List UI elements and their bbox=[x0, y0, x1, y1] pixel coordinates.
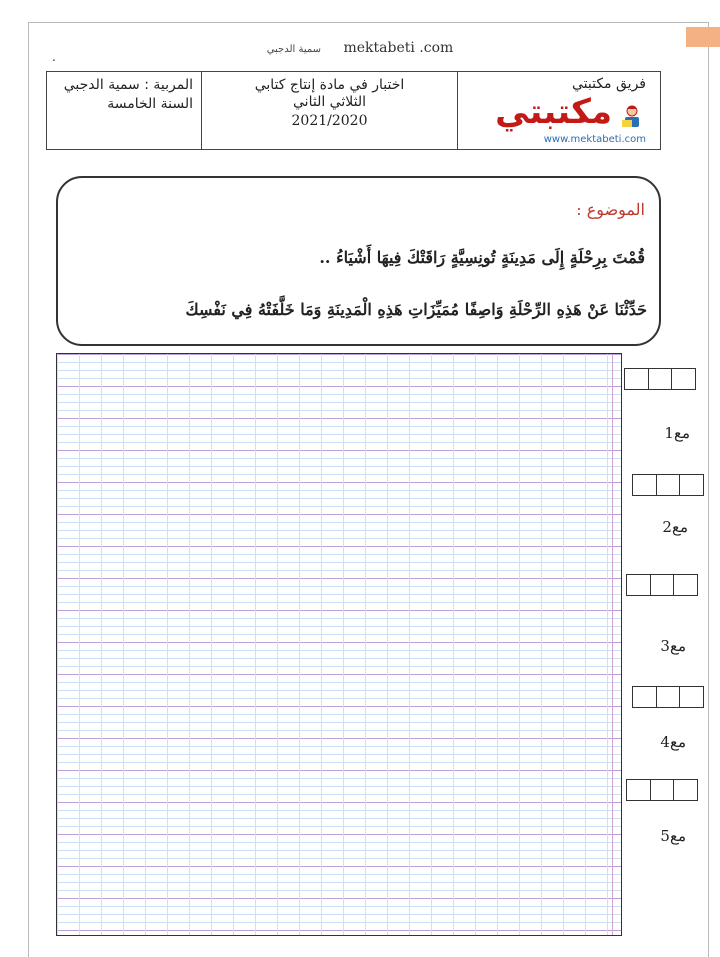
site-name: mektabeti .com bbox=[343, 40, 454, 56]
score-box[interactable] bbox=[626, 574, 698, 596]
exam-term: الثلاثي الثاني bbox=[293, 94, 366, 110]
criterion-label: مع4 bbox=[660, 733, 686, 751]
topic-prompt-line-1: قُمْتَ بِرِحْلَةٍ إِلَى مَدِينَةٍ تُونِسِيَّةٍ رَاقَتْكَ فِيهَا أَشْيَاءُ .. bbox=[319, 248, 645, 267]
writing-area[interactable] bbox=[56, 353, 622, 936]
margin-line bbox=[612, 354, 613, 935]
logo-wordmark: مكتبتي bbox=[495, 92, 612, 132]
header-teacher-cell bbox=[47, 72, 201, 149]
header-table bbox=[46, 71, 661, 150]
exam-year: 2021/2020 bbox=[291, 113, 368, 129]
criterion-label: مع2 bbox=[662, 518, 688, 536]
criterion-label: مع3 bbox=[660, 637, 686, 655]
header-exam-cell bbox=[201, 72, 457, 149]
topic-label: الموضوع : bbox=[576, 200, 645, 219]
grade-level: السنة الخامسة bbox=[107, 96, 193, 112]
topic-box bbox=[56, 176, 661, 346]
teacher-name: المربية : سمية الدجبي bbox=[63, 77, 193, 93]
logo-url: www.mektabeti.com bbox=[543, 134, 646, 145]
criterion-label: مع1 bbox=[664, 424, 690, 442]
topic-prompt-line-2: حَدِّثْنَا عَنْ هَذِهِ الرِّحْلَةِ وَاصِفًا مُمَيِّزَاتِ هَذِهِ الْمَدِينَةِ وَمَا خَلَّفَتْهُ فِي نَفْسِكَ bbox=[185, 300, 647, 319]
dot-mark: . bbox=[52, 50, 56, 64]
exam-title: اختبار في مادة إنتاج كتابي bbox=[254, 77, 405, 93]
score-box[interactable] bbox=[632, 474, 704, 496]
criterion-label: مع5 bbox=[660, 827, 686, 845]
team-name: فريق مكتبتي bbox=[571, 76, 646, 92]
score-box[interactable] bbox=[626, 779, 698, 801]
header-team-cell bbox=[457, 72, 660, 149]
score-box[interactable] bbox=[632, 686, 704, 708]
site-line bbox=[0, 40, 720, 56]
site-author: سمية الدجبي bbox=[266, 44, 322, 55]
score-box[interactable] bbox=[624, 368, 696, 390]
mektabeti-logo bbox=[474, 92, 646, 146]
reading-child-icon bbox=[618, 104, 644, 130]
